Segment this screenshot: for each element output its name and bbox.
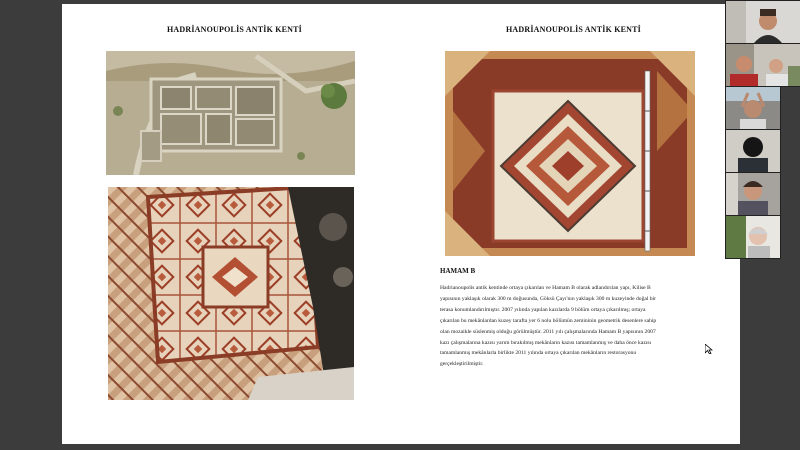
mosaic-floor-photo <box>108 187 354 400</box>
slide-title-left: HADRİANOUPOLİS ANTİK KENTİ <box>167 25 303 34</box>
participants-panel <box>721 0 800 260</box>
participant-tile[interactable] <box>725 215 781 259</box>
participant-tile[interactable] <box>725 43 800 87</box>
participant-tile[interactable] <box>725 172 781 216</box>
slide-title-right: HADRİANOUPOLİS ANTİK KENTİ <box>506 25 642 34</box>
body-line: terasa konumlandırılmıştır. 2007 yılında yapılan kazılarda 9 bölüm ortaya çıkarılmış; ortaya <box>440 306 646 313</box>
section-heading: HAMAM B <box>440 267 476 275</box>
participant-tile[interactable] <box>725 129 781 173</box>
body-line: yapısının yaklaşık olarak 300 m doğusunda, Göksü Çayı'nın yaklaşık 300 m kuzeyinde doğal bir <box>440 295 657 302</box>
aerial-ruins-photo <box>106 51 355 175</box>
participant-tile[interactable] <box>725 86 781 130</box>
body-line: Hadrianoupolis antik kentinde ortaya çıkarılan ve Hamam B olarak adlandırılan yapı, Kilise B <box>440 285 651 291</box>
body-line: çıkarılan bu mekânlardan kuzey tarafta yer 6 nolu bölümün zemininin geometrik desenlere sahip <box>440 317 657 324</box>
body-line: gerçekleştirilmiştir. <box>440 361 484 368</box>
participant-tile[interactable] <box>725 0 800 44</box>
body-line: olan mozaikle süslenmiş olduğu görülmüştür. 2011 yılı çalışmalarında Hamam B yapısının 2007 <box>440 328 656 335</box>
body-line: tamamlanmış mekânlarla birlikte 2011 yılında ortaya çıkarılan mekânların restorasyonu <box>440 350 637 357</box>
body-paragraph <box>440 283 698 370</box>
body-line: kazı çalışmalarına kazısı yarım bırakılmış mekânların kazısı tamamlanmış ve daha önce kazısı <box>440 339 652 346</box>
mosaic-lozenge-photo <box>445 51 695 256</box>
mouse-cursor-icon <box>705 341 713 351</box>
